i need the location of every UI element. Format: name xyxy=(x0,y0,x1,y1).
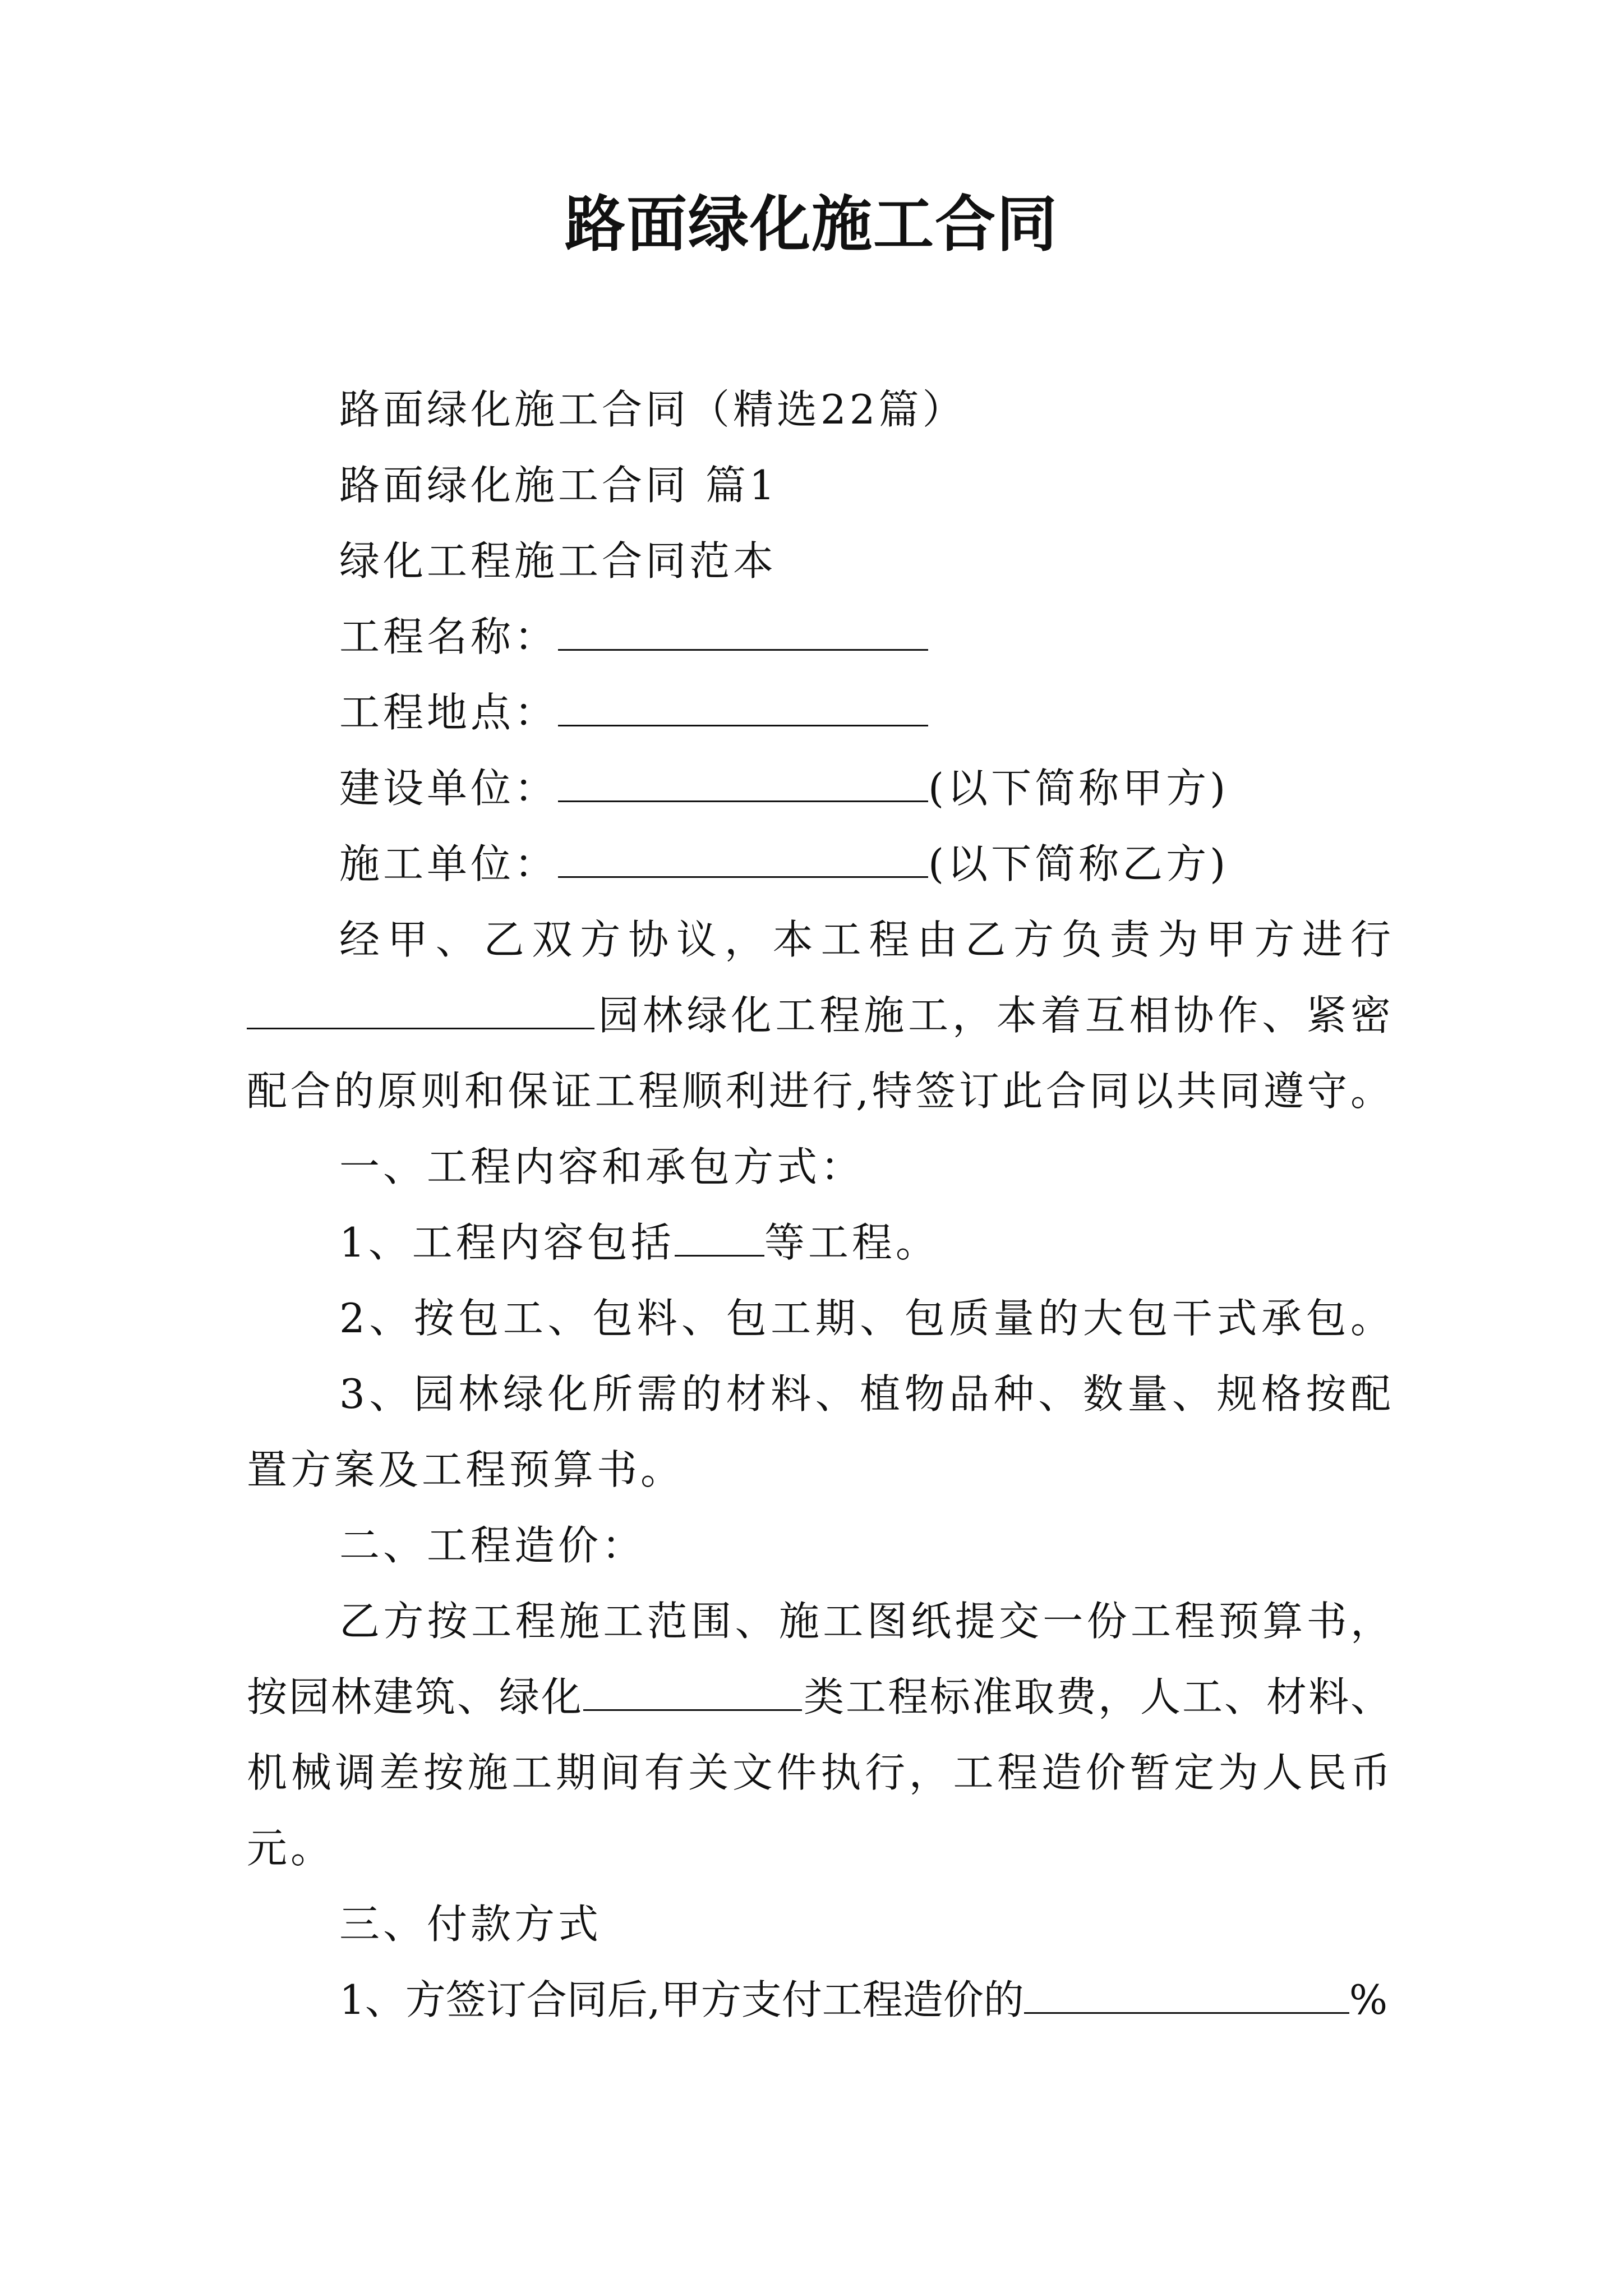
agreement-paragraph-line-1: 经甲、乙双方协议，本工程由乙方负责为甲方进行 xyxy=(339,916,1391,963)
document-title: 路面绿化施工合同 xyxy=(564,189,1058,260)
contractor-suffix: (以下简称乙方) xyxy=(928,840,1229,887)
section-1-item-3-line-1: 3、园林绿化所需的材料、植物品种、数量、规格按配 xyxy=(339,1370,1391,1418)
project-location-row xyxy=(339,682,928,743)
item-1-suffix: 等工程。 xyxy=(764,1219,939,1266)
project-name-row xyxy=(339,606,928,668)
payment-percent-blank xyxy=(1024,1971,1349,2014)
section-1-item-3-line-2: 置方案及工程预算书。 xyxy=(247,1446,685,1493)
pricing-suffix: 类工程标准取费，人工、材料、 xyxy=(802,1673,1391,1720)
section-3-heading: 三、付款方式 xyxy=(339,1901,602,1948)
section-2-paragraph-line-3: 机械调差按施工期间有关文件执行，工程造价暂定为人民币 xyxy=(247,1749,1391,1796)
section-1-heading: 一、工程内容和承包方式： xyxy=(339,1143,865,1190)
project-name-label: 工程名称： xyxy=(339,613,559,660)
project-location-label: 工程地点： xyxy=(339,689,559,736)
chapter-heading: 路面绿化施工合同 篇1 xyxy=(339,462,778,509)
template-heading: 绿化工程施工合同范本 xyxy=(339,537,777,585)
scope-blank xyxy=(247,986,594,1029)
client-row xyxy=(339,757,1229,819)
payment-percent-sign: % xyxy=(1349,1976,1388,2023)
section-2-heading: 二、工程造价： xyxy=(339,1522,646,1569)
section-2-paragraph-line-4: 元。 xyxy=(247,1825,335,1872)
project-name-blank xyxy=(558,608,928,651)
project-location-blank xyxy=(558,683,928,726)
section-2-paragraph-line-1: 乙方按工程施工范围、施工图纸提交一份工程预算书， xyxy=(339,1598,1391,1645)
contractor-label: 施工单位： xyxy=(339,840,559,887)
client-suffix: (以下简称甲方) xyxy=(928,765,1229,812)
agreement-line-2-text: 园林绿化工程施工，本着互相协作、紧密 xyxy=(594,992,1391,1039)
agreement-paragraph-line-3: 配合的原则和保证工程顺利进行,特签订此合同以共同遵守。 xyxy=(247,1068,1391,1115)
subtitle-line: 路面绿化施工合同（精选22篇） xyxy=(339,386,966,433)
pricing-category-blank xyxy=(583,1668,802,1711)
client-blank xyxy=(558,759,928,802)
work-content-blank xyxy=(675,1213,764,1257)
agreement-paragraph-line-2 xyxy=(247,984,1391,1046)
pricing-prefix: 按园林建筑、绿化 xyxy=(247,1673,583,1720)
item-1-prefix: 1、工程内容包括 xyxy=(339,1219,675,1266)
section-2-paragraph-line-2 xyxy=(247,1666,1391,1728)
contractor-blank xyxy=(558,835,928,878)
section-3-item-1 xyxy=(339,1969,1387,2031)
section-1-item-2: 2、按包工、包料、包工期、包质量的大包干式承包。 xyxy=(339,1295,1391,1342)
payment-prefix: 1、方签订合同后,甲方支付工程造价的 xyxy=(339,1976,1024,2023)
client-label: 建设单位： xyxy=(339,765,559,812)
section-1-item-1 xyxy=(339,1212,939,1273)
contractor-row xyxy=(339,833,1229,895)
